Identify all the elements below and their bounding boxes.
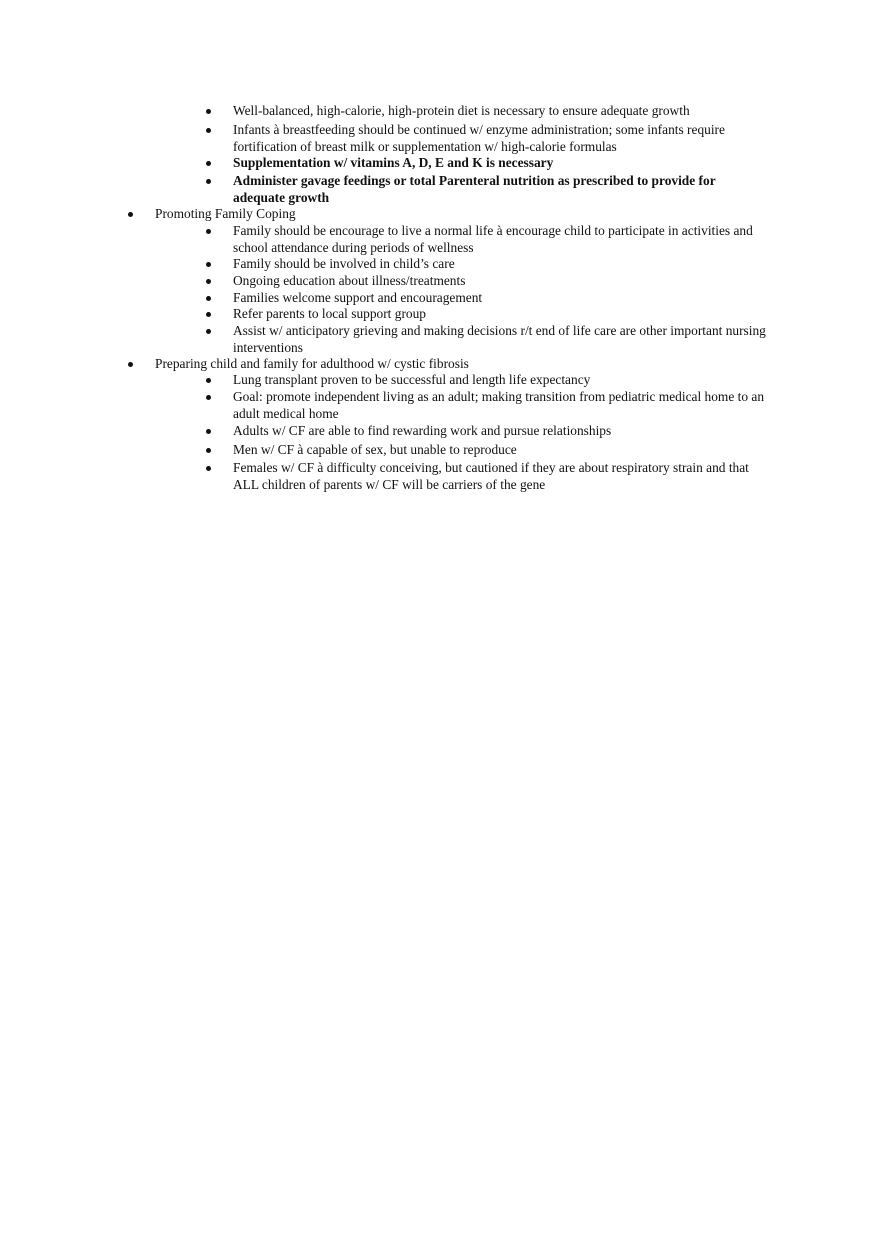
bullet-icon: [128, 212, 133, 217]
list-item: Family should be encourage to live a normal life à encourage child to participate in activities and school attendance during periods of wellness: [233, 223, 753, 255]
bullet-icon: [206, 279, 211, 284]
bullet-icon: [206, 329, 211, 334]
bullet-icon: [206, 395, 211, 400]
bullet-icon: [206, 378, 211, 383]
bullet-icon: [206, 128, 211, 133]
bullet-icon: [128, 362, 133, 367]
bullet-icon: [206, 262, 211, 267]
list-item: Goal: promote independent living as an adult; making transition from pediatric medical home to an adult medical home: [233, 389, 765, 421]
bullet-icon: [206, 312, 211, 317]
bullet-icon: [206, 429, 211, 434]
list-item: Administer gavage feedings or total Parenteral nutrition as prescribed to provide for adequate growth: [233, 173, 716, 205]
list-item: Families welcome support and encouragement: [233, 290, 483, 305]
bullet-icon: [206, 296, 211, 301]
list-item: Ongoing education about illness/treatments: [233, 273, 466, 288]
list-item: Assist w/ anticipatory grieving and making decisions r/t end of life care are other important nursing interventions: [233, 323, 766, 355]
bullet-icon: [206, 179, 211, 184]
section-heading: Promoting Family Coping: [155, 206, 296, 221]
bullet-icon: [206, 109, 211, 114]
list-item: Females w/ CF à difficulty conceiving, but cautioned if they are about respiratory strain and that ALL children of parents w/ CF will be carriers of the gene: [233, 460, 749, 492]
list-item: Adults w/ CF are able to find rewarding work and pursue relationships: [233, 423, 612, 438]
bullet-icon: [206, 161, 211, 166]
list-item: Supplementation w/ vitamins A, D, E and K is necessary: [233, 155, 554, 170]
list-item: Well-balanced, high-calorie, high-protein diet is necessary to ensure adequate growth: [233, 103, 690, 118]
list-item: Family should be involved in child’s care: [233, 256, 455, 271]
section-heading: Preparing child and family for adulthood w/ cystic fibrosis: [155, 356, 469, 371]
list-item: Men w/ CF à capable of sex, but unable to reproduce: [233, 442, 517, 457]
bullet-icon: [206, 448, 211, 453]
list-item: Refer parents to local support group: [233, 306, 426, 321]
list-item: Lung transplant proven to be successful and length life expectancy: [233, 372, 591, 387]
bullet-icon: [206, 466, 211, 471]
bullet-icon: [206, 229, 211, 234]
list-item: Infants à breastfeeding should be continued w/ enzyme administration; some infants require fortification of breast milk or supplementation w/ high-calorie formulas: [233, 122, 725, 154]
